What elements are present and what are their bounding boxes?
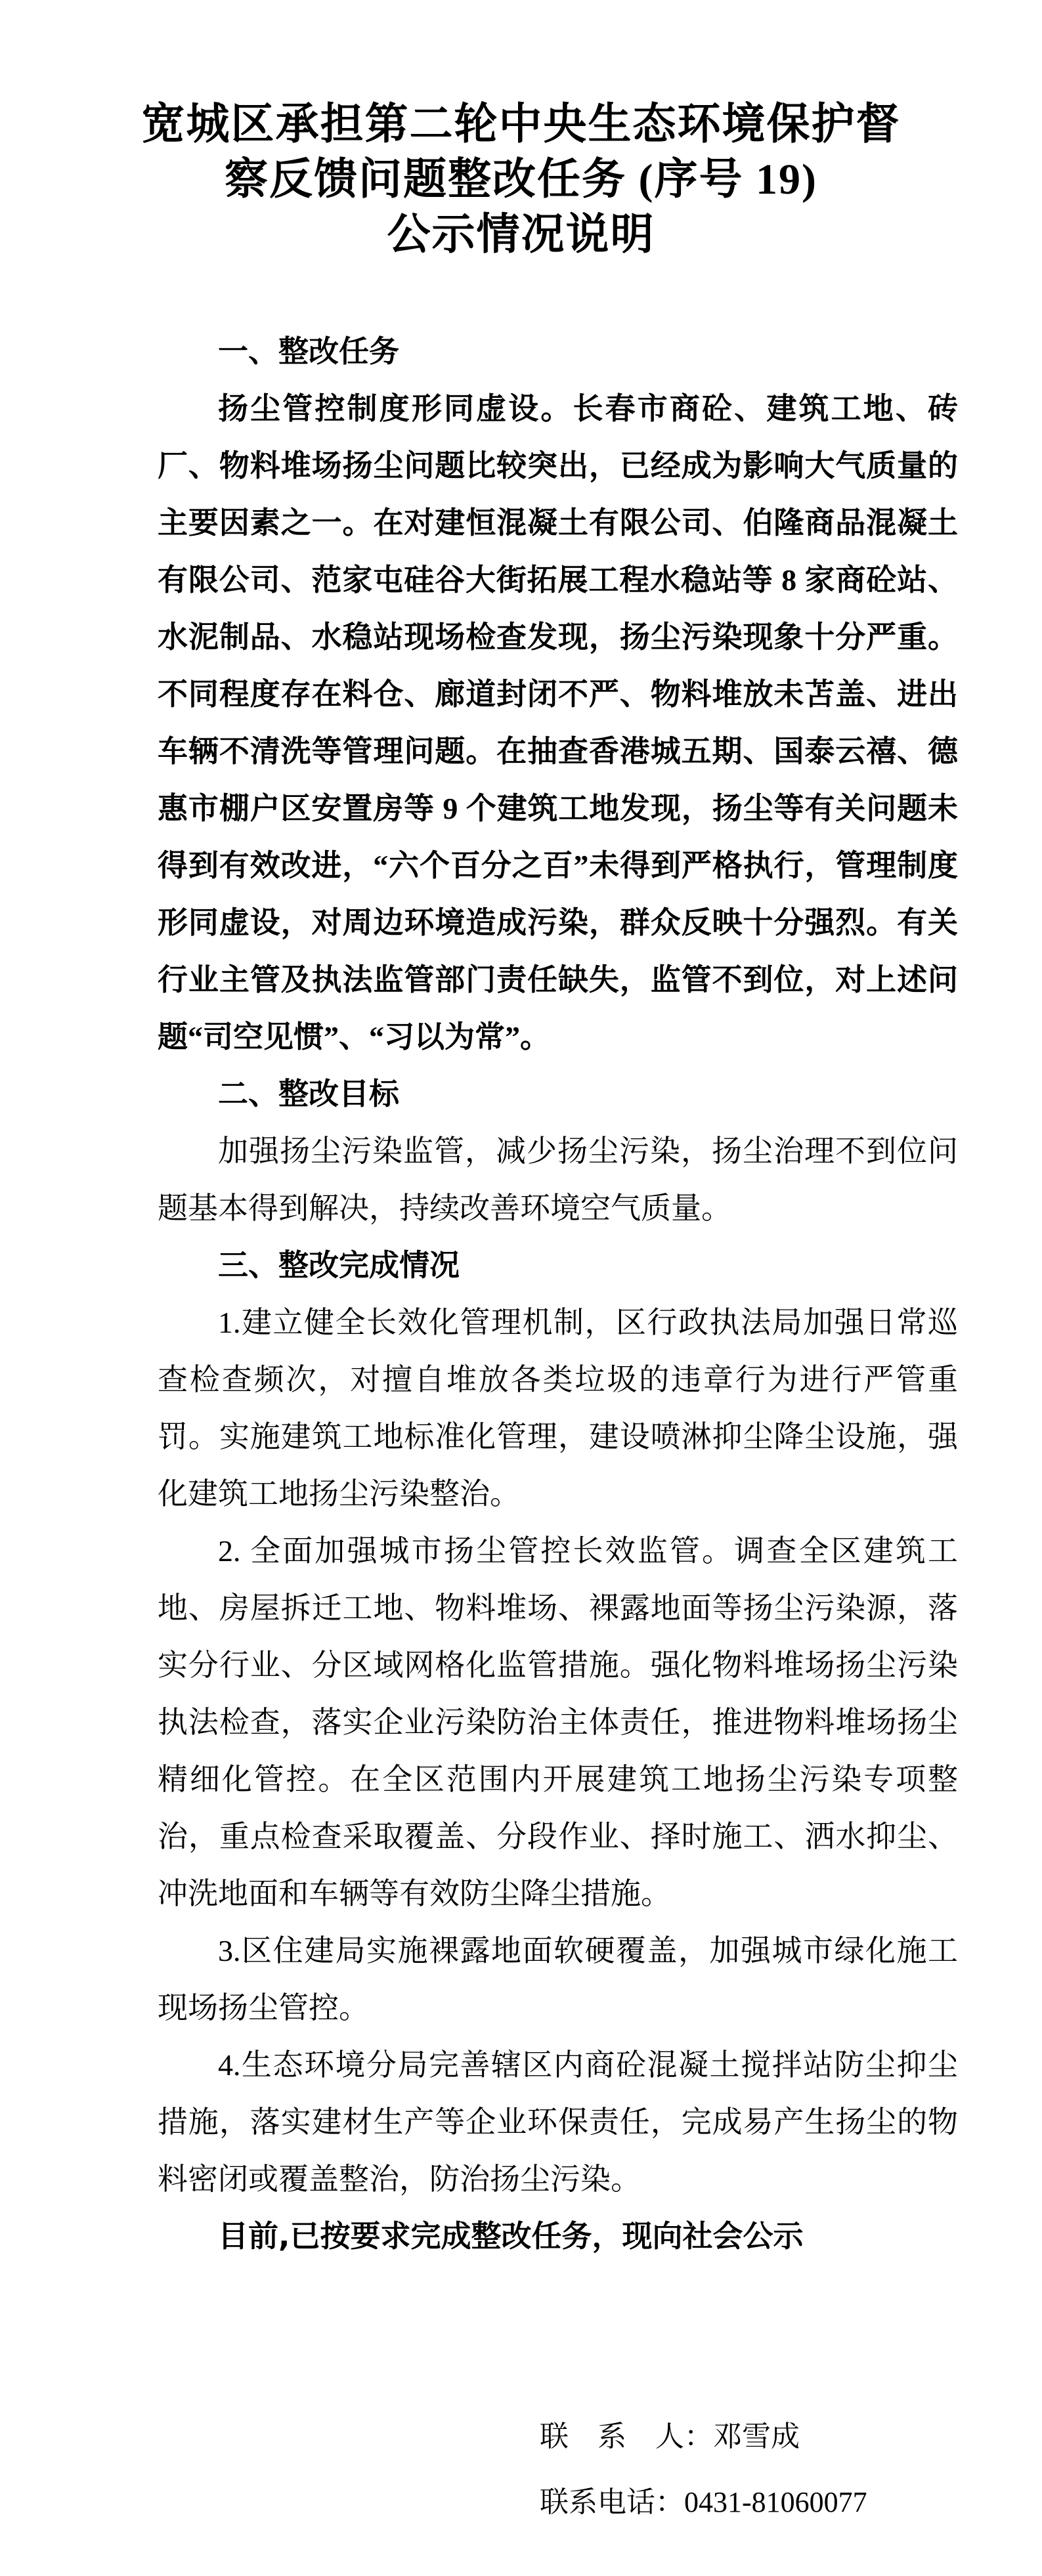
contact-block bbox=[540, 2404, 958, 2535]
section-2-paragraph: 加强扬尘污染监管，减少扬尘污染，扬尘治理不到位问题基本得到解决，持续改善环境空气质量。 bbox=[158, 1134, 958, 1225]
contact-person-name: 邓雪成 bbox=[713, 2420, 800, 2453]
contact-person-label: 联 系 人： bbox=[540, 2420, 713, 2453]
contact-phone-number: 0431-81060077 bbox=[684, 2486, 867, 2518]
section-3-item-2: 2. 全面加强城市扬尘管控长效监管。调查全区建筑工地、房屋拆迁工地、物料堆场、裸露地面等扬尘污染源，落实分行业、分区域网格化监管措施。强化物料堆场扬尘污染执法检查，落实企业污染防治主体责任，推进物料堆场扬尘精细化管控。在全区范围内开展建筑工地扬尘污染专项整治，重点检查采取覆盖、分段作业、择时施工、洒水抑尘、冲洗地面和车辆等有效防尘降尘措施。 bbox=[158, 1534, 958, 1910]
section-2-heading: 二、整改目标 bbox=[218, 1076, 399, 1111]
closing-statement: 目前,已按要求完成整改任务，现向社会公示 bbox=[218, 2218, 804, 2254]
section-3-item-3: 3.区住建局实施裸露地面软硬覆盖，加强城市绿化施工现场扬尘管控。 bbox=[158, 1934, 958, 2025]
section-1-heading: 一、整改任务 bbox=[218, 333, 399, 369]
section-3-item-4: 4.生态环境分局完善辖区内商砼混凝土搅拌站防尘抑尘措施，落实建材生产等企业环保责任，完成易产生扬尘的物料密闭或覆盖整治，防治扬尘污染。 bbox=[158, 2048, 958, 2196]
contact-phone-row bbox=[540, 2470, 958, 2535]
section-3-item-1: 1.建立健全长效化管理机制，区行政执法局加强日常巡查检查频次，对擅自堆放各类垃圾的违章行为进行严管重罚。实施建筑工地标准化管理，建设喷淋抑尘降尘设施，强化建筑工地扬尘污染整治。 bbox=[158, 1306, 958, 1511]
section-1-paragraph: 扬尘管控制度形同虚设。长春市商砼、建筑工地、砖厂、物料堆场扬尘问题比较突出，已经成为影响大气质量的主要因素之一。在对建恒混凝土有限公司、伯隆商品混凝土有限公司、范家屯硅谷大街拓展工程水稳站等 8 家商砼站、水泥制品、水稳站现场检查发现，扬尘污染现象十分严重。不同程度存在料仓、廊道封闭不严、物料堆放未苫盖、进出车辆不清洗等管理问题。在抽查香港城五期、国泰云禧、德惠市棚户区安置房等 9 个建筑工地发现，扬尘等有关问题未得到有效改进，“六个百分之百”未得到严格执行，管理制度形同虚设，对周边环境造成污染，群众反映十分强烈。有关行业主管及执法监管部门责任缺失，监管不到位，对上述问题“司空见惯”、“习以为常”。 bbox=[158, 392, 958, 1054]
title-line-3: 公示情况说明 bbox=[387, 211, 655, 259]
section-3-heading: 三、整改完成情况 bbox=[218, 1247, 460, 1283]
document-body bbox=[158, 323, 958, 2535]
document-title bbox=[95, 97, 948, 263]
contact-phone-label: 联系电话： bbox=[540, 2486, 684, 2518]
title-line-2: 察反馈问题整改任务 (序号 19) bbox=[225, 156, 817, 204]
contact-person-row bbox=[540, 2404, 958, 2470]
title-line-1: 宽城区承担第二轮中央生态环境保护督 bbox=[141, 100, 901, 148]
